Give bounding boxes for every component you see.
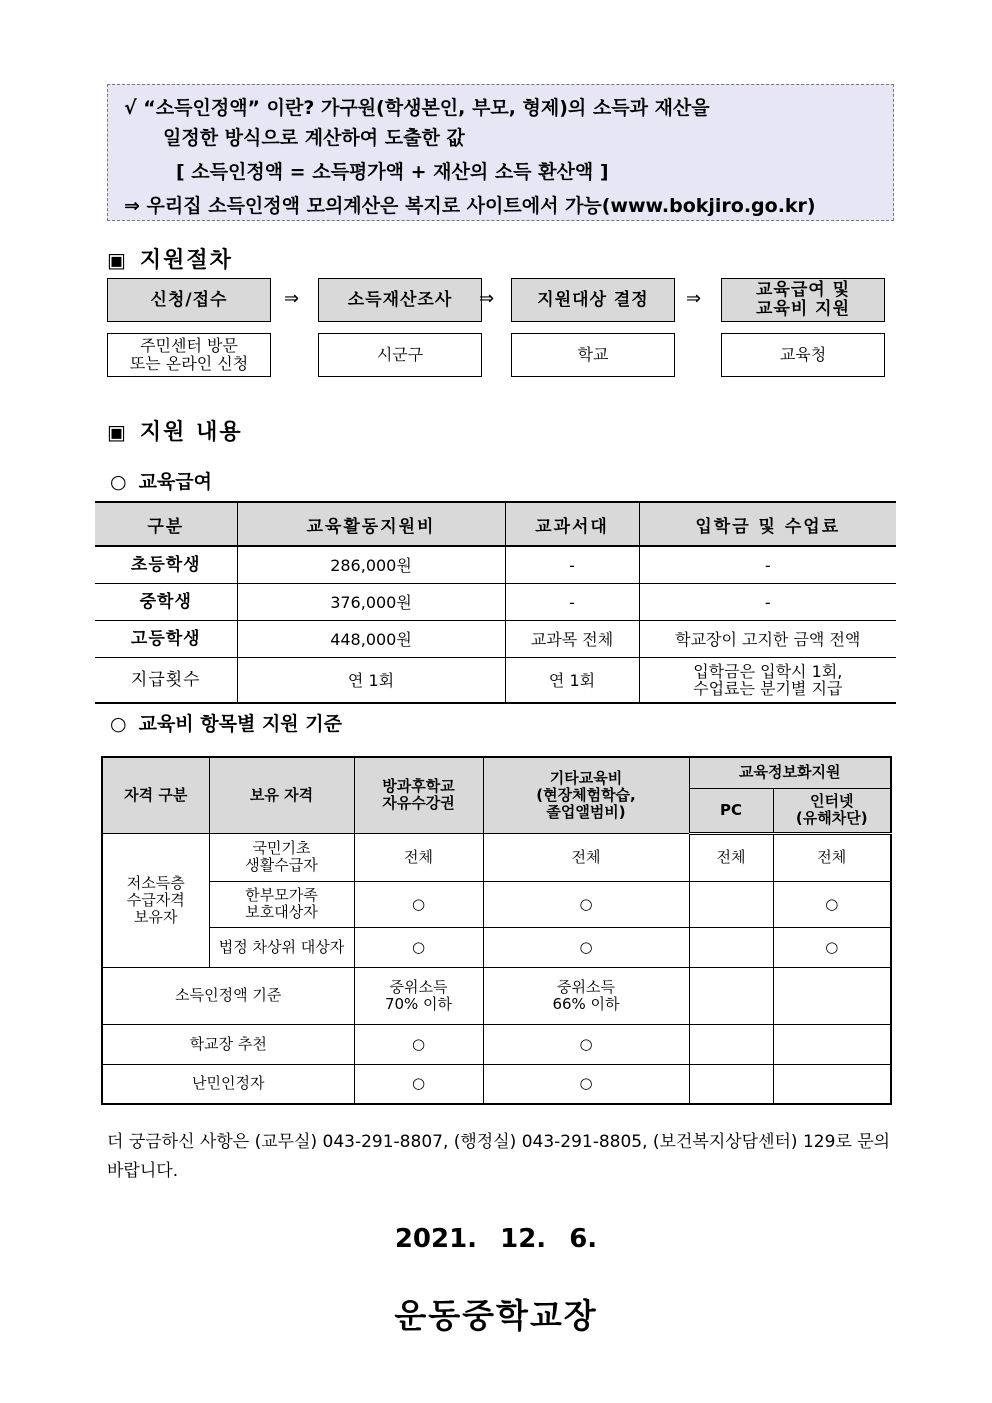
definition-line-2: 일정한 방식으로 계산하여 도출한 값 (163, 127, 465, 149)
benefit-subheading-text: 교육급여 (138, 471, 213, 493)
table-row (102, 1024, 891, 1064)
col-qual-type: 자격 구분 (102, 757, 209, 833)
procedure-heading (107, 243, 233, 274)
cell: ○ (354, 927, 483, 967)
cell: ○ (483, 1024, 689, 1064)
cell: 376,000원 (237, 584, 505, 621)
arrow-icon: ⇒ (284, 288, 300, 309)
cell: ○ (483, 927, 689, 967)
row-label: 중학생 (95, 584, 237, 621)
table-row (95, 658, 896, 704)
criteria-table (101, 756, 892, 1105)
cell: ○ (354, 1024, 483, 1064)
cell: 전체 (773, 833, 891, 881)
table-row (95, 546, 896, 584)
cell (689, 967, 773, 1024)
col-info-support: 교육정보화지원 (689, 757, 891, 788)
qual-cell: 국민기초 생활수급자 (209, 833, 354, 881)
cell: 학교장이 고지한 금액 전액 (639, 621, 896, 658)
cell: ○ (483, 881, 689, 927)
cell: - (505, 584, 639, 621)
col-activity-fund: 교육활동지원비 (237, 502, 505, 546)
cell: 중위소득 66% 이하 (483, 967, 689, 1024)
arrow-icon: ⇒ (479, 288, 495, 309)
cell: - (639, 546, 896, 584)
benefit-subheading (110, 467, 212, 494)
cell: 286,000원 (237, 546, 505, 584)
table-header-row (95, 502, 896, 546)
support-heading (107, 415, 243, 446)
table-row (95, 584, 896, 621)
income-definition-box (107, 84, 894, 221)
circle-bullet-icon: ○ (110, 471, 127, 493)
formula-line: [ 소득인정액 = 소득평가액 + 재산의 소득 환산액 ] (176, 161, 609, 183)
cell: 전체 (689, 833, 773, 881)
document-date: 2021. 12. 6. (394, 1224, 598, 1254)
criteria-subheading (110, 709, 342, 736)
col-textbook: 교과서대 (505, 502, 639, 546)
definition-line: √ “소득인정액” 이란? 가구원(학생본인, 부모, 형제)의 소득과 재산을 (124, 97, 710, 119)
cell (689, 1064, 773, 1104)
cell: ○ (354, 881, 483, 927)
cell (773, 1024, 891, 1064)
step-income-check: 소득재산조사 (318, 278, 482, 322)
step-support-agent: 교육청 (721, 333, 885, 377)
cell: 전체 (354, 833, 483, 881)
cell: ○ (354, 1064, 483, 1104)
square-bullet-icon: ▣ (107, 420, 128, 444)
table-row (102, 833, 891, 881)
col-other-fees: 기타교육비 (현장체험학습, 졸업앨범비) (483, 757, 689, 833)
col-pc: PC (689, 788, 773, 833)
cell (689, 881, 773, 927)
simulation-link-line: ⇒ 우리집 소득인정액 모의계산은 복지로 사이트에서 가능(www.bokjiro.go.kr) (124, 195, 816, 217)
qual-cell: 법정 차상위 대상자 (209, 927, 354, 967)
criteria-subheading-text: 교육비 항목별 지원 기준 (138, 713, 342, 735)
step-support: 교육급여 및 교육비 지원 (721, 278, 885, 322)
signer: 운동중학교장 (394, 1296, 598, 1335)
cell (773, 967, 891, 1024)
table-row (102, 927, 891, 967)
col-qual: 보유 자격 (209, 757, 354, 833)
cell: 448,000원 (237, 621, 505, 658)
benefit-table (95, 501, 896, 704)
row-label: 지급횟수 (95, 658, 237, 704)
cell: 연 1회 (505, 658, 639, 704)
square-bullet-icon: ▣ (107, 248, 128, 272)
row-label: 난민인정자 (102, 1064, 354, 1104)
cell: ○ (773, 927, 891, 967)
row-label: 초등학생 (95, 546, 237, 584)
table-row (102, 1064, 891, 1104)
step-apply: 신청/접수 (107, 278, 271, 322)
col-tuition: 입학금 및 수업료 (639, 502, 896, 546)
cell: 전체 (483, 833, 689, 881)
table-row (102, 881, 891, 927)
circle-bullet-icon: ○ (110, 713, 127, 735)
cell: 입학금은 입학시 1회, 수업료는 분기별 지급 (639, 658, 896, 704)
step-apply-agent: 주민센터 방문 또는 온라인 신청 (107, 333, 271, 377)
table-header-row (102, 757, 891, 788)
contact-text: 더 궁금하신 사항은 (교무실) 043-291-8807, (행정실) 043-291-8805, (보건복지상담센터) 129로 문의 바랍니다. (107, 1132, 891, 1181)
cell (689, 1024, 773, 1064)
cell: 연 1회 (237, 658, 505, 704)
cell: 중위소득 70% 이하 (354, 967, 483, 1024)
cell: - (639, 584, 896, 621)
step-decision: 지원대상 결정 (511, 278, 675, 322)
row-label: 고등학생 (95, 621, 237, 658)
cell: - (505, 546, 639, 584)
table-row (95, 621, 896, 658)
step-income-check-agent: 시군구 (318, 333, 482, 377)
col-category: 구분 (95, 502, 237, 546)
qual-cell: 한부모가족 보호대상자 (209, 881, 354, 927)
row-label: 소득인정액 기준 (102, 967, 354, 1024)
support-heading-text: 지원 내용 (139, 420, 243, 445)
procedure-heading-text: 지원절차 (139, 248, 233, 273)
group-label: 저소득층 수급자격 보유자 (102, 833, 209, 967)
cell: 교과목 전체 (505, 621, 639, 658)
cell: ○ (483, 1064, 689, 1104)
col-internet: 인터넷 (유해차단) (773, 788, 891, 833)
table-row (102, 967, 891, 1024)
cell (773, 1064, 891, 1104)
arrow-icon: ⇒ (686, 288, 702, 309)
row-label: 학교장 추천 (102, 1024, 354, 1064)
cell (689, 927, 773, 967)
col-afterschool: 방과후학교 자유수강권 (354, 757, 483, 833)
step-decision-agent: 학교 (511, 333, 675, 377)
cell: ○ (773, 881, 891, 927)
